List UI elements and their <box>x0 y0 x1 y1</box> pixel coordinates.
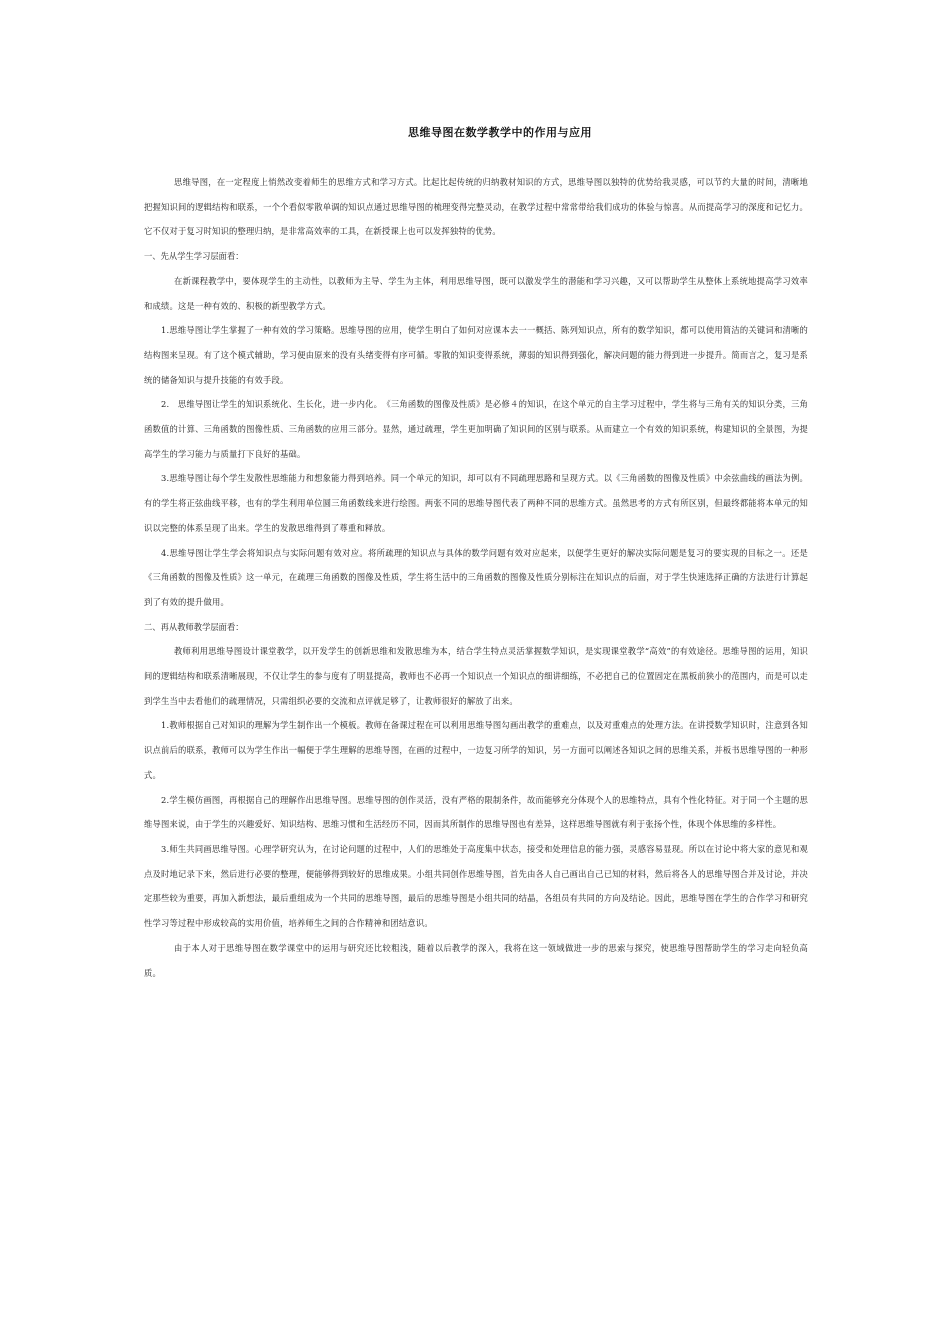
list-item: 2.学生模仿画图，再根据自己的理解作出思维导图。思维导图的创作灵活，没有严格的限制条件，故而能够充分体现个人的思维特点，具有个性化特征。对于同一个主题的思维导图来说，由于学生的兴趣爱好、知识结构、思维习惯和生活经历不同，因而其所制作的思维导图也有差异，这样思维导图就有利于张扬个性，体现个体思维的多样性。 <box>144 794 808 830</box>
section-heading-student: 一、先从学生学习层面看： <box>144 251 244 262</box>
list-item: 3.思维导图让每个学生发散性思维能力和想象能力得到培养。同一个单元的知识，却可以有不同疏理思路和呈现方式。以《三角函数的图像及性质》中余弦曲线的画法为例。有的学生将正弦曲线平移，也有的学生利用单位圆三角函数线来进行绘图。两张不同的思维导图代表了两种不同的思维方式。虽然思考的方式有所区别，但最终都能将本单元的知识以完整的体系呈现了出来。学生的发散思维得到了尊重和释放。 <box>144 473 808 533</box>
section-lead-paragraph: 教师利用思维导图设计课堂教学，以开发学生的创新思维和发散思维为本，结合学生特点灵活掌握数学知识，是实现课堂教学“高效”的有效途径。思维导图的运用，知识间的逻辑结构和联系清晰展现，不仅让学生的参与度有了明显提高，教师也不必再一个知识点一个知识点的细讲细练，不必把自己的位置固定在黑板前狭小的范围内，而是可以走到学生当中去看他们的疏理情况，只需组织必要的交流和点评就足够了，让教师很好的解放了出来。 <box>144 646 808 706</box>
section-heading-teacher: 二、再从教师教学层面看： <box>144 621 244 632</box>
list-item: 3.师生共同画思维导图。心理学研究认为，在讨论问题的过程中，人们的思维处于高度集中状态，接受和处理信息的能力强，灵感容易显现。所以在讨论中将大家的意见和观点及时地记录下来，然后进行必要的整理，便能够得到较好的思维成果。小组共同创作思维导图，首先由各人自己画出自己已知的材料，然后将各人的思维导图合并及讨论，并决定那些较为重要，再加入新想法，最后重组成为一个共同的思维导图，最后的思维导图是小组共同的结晶，各组员有共同的方向及结论。因此，思维导图在学生的合作学习和研究性学习等过程中形成较高的实用价值，培养师生之间的合作精神和团结意识。 <box>144 843 808 929</box>
document-page <box>144 124 808 985</box>
intro-paragraph: 思维导图，在一定程度上悄然改变着师生的思维方式和学习方式。比起比起传统的归纳教材知识的方式，思维导图以独特的优势给我灵感，可以节约大量的时间，清晰地把握知识间的逻辑结构和联系，一个个看似零散单调的知识点通过思维导图的梳理变得完整灵动，在教学过程中常常带给我们成功的体验与惊喜。从而提高学习的深度和记忆力。它不仅对于复习时知识的整理归纳，是非常高效率的工具，在新授课上也可以发挥独特的优势。 <box>144 177 808 237</box>
conclusion-paragraph: 由于本人对于思维导图在数学课堂中的运用与研究还比较粗浅，随着以后教学的深入，我将在这一领域做进一步的思索与探究，使思维导图帮助学生的学习走向轻负高质。 <box>144 942 808 978</box>
list-item: 4.思维导图让学生学会将知识点与实际问题有效对应。将所疏理的知识点与具体的数学问题有效对应起来，以便学生更好的解决实际问题是复习的要实现的目标之一。还是《三角函数的图像及性质》这一单元，在疏理三角函数的图像及性质，学生将生活中的三角函数的图像及性质分别标注在知识点的后面，对于学生快速选择正确的方法进行计算起到了有效的提升做用。 <box>144 547 808 607</box>
list-item: 1.思维导图让学生掌握了一种有效的学习策略。思维导图的应用，使学生明白了如何对应课本去一一概括、陈列知识点，所有的数学知识，都可以使用简洁的关键词和清晰的结构图来呈现。有了这个模式辅助，学习便由原来的没有头绪变得有序可循。零散的知识变得系统，薄弱的知识得到强化，解决问题的能力得到进一步提升。简而言之，复习是系统的储备知识与提升技能的有效手段。 <box>144 325 808 385</box>
section-lead-paragraph: 在新课程教学中，要体现学生的主动性，以教师为主导、学生为主体，利用思维导图，既可以激发学生的潜能和学习兴趣，又可以帮助学生从整体上系统地提高学习效率和成绩。这是一种有效的、积极的新型教学方式。 <box>144 275 808 311</box>
list-item: 2. 思维导图让学生的知识系统化、生长化，进一步内化。 《三角函数的图像及性质》是必修４的知识，在这个单元的自主学习过程中，学生将与三角有关的知识分类，三角函数值的计算、三角函数的图像性质、三角函数的应用三部分。显然，通过疏理，学生更加明确了知识间的区别与联系。从而建立一个有效的知识系统，构建知识的全景图，为提高学生的学习能力与质量打下良好的基础。 <box>144 399 808 459</box>
document-title: 思维导图在数学教学中的作用与应用 <box>408 126 592 139</box>
list-item: 1.教师根据自己对知识的理解为学生制作出一个模板。教师在备课过程在可以利用思维导图勾画出教学的重难点，以及对重难点的处理方法。在讲授数学知识时，注意到各知识点前后的联系，教师可以为学生作出一幅便于学生理解的思维导图，在画的过程中，一边复习所学的知识，另一方面可以阐述各知识之间的思维关系，并板书思维导图的一种形式。 <box>144 720 808 780</box>
